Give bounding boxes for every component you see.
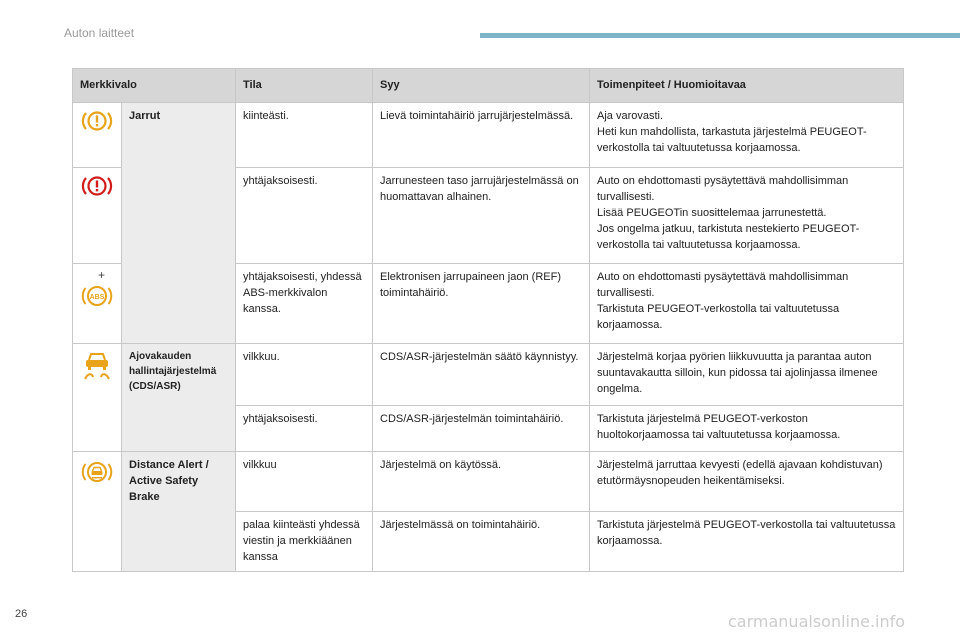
group-name-cds-asr: Ajovakauden hallintajärjestelmä (CDS/ASR) bbox=[122, 344, 236, 452]
action-cell: Aja varovasti. Heti kun mahdollista, tarkastuta järjestelmä PEUGEOT-verkostolla tai valtuutetussa korjaamossa. bbox=[590, 103, 904, 168]
state-cell: vilkkuu. bbox=[236, 344, 373, 406]
header-merkkivalo: Merkkivalo bbox=[73, 69, 236, 103]
section-title: Auton laitteet bbox=[64, 26, 135, 40]
cause-cell: Järjestelmä on käytössä. bbox=[373, 452, 590, 512]
action-cell: Järjestelmä korjaa pyörien liikkuvuutta ja parantaa auton suuntavakautta silloin, kun pidossa tai ajolinjassa ilmenee ongelma. bbox=[590, 344, 904, 406]
state-cell: yhtäjaksoisesti, yhdessä ABS-merkkivalon kanssa. bbox=[236, 264, 373, 344]
state-cell: kiinteästi. bbox=[236, 103, 373, 168]
brake-warning-red-icon bbox=[80, 173, 114, 204]
state-cell: vilkkuu bbox=[236, 452, 373, 512]
svg-text:ABS: ABS bbox=[89, 294, 105, 301]
action-cell: Auto on ehdottomasti pysäytettävä mahdollisimman turvallisesti. Tarkistuta PEUGEOT-verkostolla tai valtuutetussa korjaamossa. bbox=[590, 264, 904, 344]
icon-cell bbox=[73, 344, 122, 452]
icon-cell bbox=[73, 452, 122, 572]
stability-control-icon bbox=[80, 349, 114, 388]
header-toimenpiteet: Toimenpiteet / Huomioitavaa bbox=[590, 69, 904, 103]
action-cell: Auto on ehdottomasti pysäytettävä mahdollisimman turvallisesti. Lisää PEUGEOTin suosittelemaa jarrunestettä. Jos ongelma jatkuu, tarkistuta nestekierto PEUGEOT-verkostolla tai valtuutetussa korjaamossa. bbox=[590, 168, 904, 264]
state-cell: yhtäjaksoisesti. bbox=[236, 406, 373, 452]
cause-cell: Elektronisen jarrupaineen jaon (REF) toimintahäiriö. bbox=[373, 264, 590, 344]
warning-lights-table bbox=[72, 68, 904, 572]
header-syy: Syy bbox=[373, 69, 590, 103]
table-row bbox=[73, 344, 904, 406]
action-cell: Järjestelmä jarruttaa kevyesti (edellä ajavaan kohdistuvan) etutörmäysnopeuden heikentämiseksi. bbox=[590, 452, 904, 512]
cause-cell: Lievä toimintahäiriö jarrujärjestelmässä. bbox=[373, 103, 590, 168]
cause-cell: CDS/ASR-järjestelmän toimintahäiriö. bbox=[373, 406, 590, 452]
table-header-row bbox=[73, 69, 904, 103]
plus-sign: + bbox=[98, 268, 106, 282]
table-row bbox=[73, 103, 904, 168]
page-number: 26 bbox=[15, 608, 28, 620]
icon-cell bbox=[73, 168, 122, 264]
table-row bbox=[73, 452, 904, 512]
abs-warning-icon bbox=[80, 281, 114, 314]
cause-cell: Järjestelmässä on toimintahäiriö. bbox=[373, 512, 590, 572]
watermark-text: carmanualsonline.info bbox=[728, 612, 906, 631]
group-name-jarrut: Jarrut bbox=[122, 103, 236, 344]
icon-cell bbox=[73, 103, 122, 168]
icon-cell bbox=[73, 264, 122, 344]
action-cell: Tarkistuta järjestelmä PEUGEOT-verkoston huoltokorjaamossa tai valtuutetussa korjaamossa. bbox=[590, 406, 904, 452]
state-cell: palaa kiinteästi yhdessä viestin ja merkkiäänen kanssa bbox=[236, 512, 373, 572]
state-cell: yhtäjaksoisesti. bbox=[236, 168, 373, 264]
group-name-distance-alert: Distance Alert / Active Safety Brake bbox=[122, 452, 236, 572]
action-cell: Tarkistuta järjestelmä PEUGEOT-verkostolla tai valtuutetussa korjaamossa. bbox=[590, 512, 904, 572]
brake-warning-yellow-icon bbox=[80, 108, 114, 139]
cause-cell: CDS/ASR-järjestelmän säätö käynnistyy. bbox=[373, 344, 590, 406]
header-accent-bar bbox=[480, 33, 960, 38]
distance-alert-icon bbox=[80, 457, 114, 492]
cause-cell: Jarrunesteen taso jarrujärjestelmässä on huomattavan alhainen. bbox=[373, 168, 590, 264]
header-tila: Tila bbox=[236, 69, 373, 103]
